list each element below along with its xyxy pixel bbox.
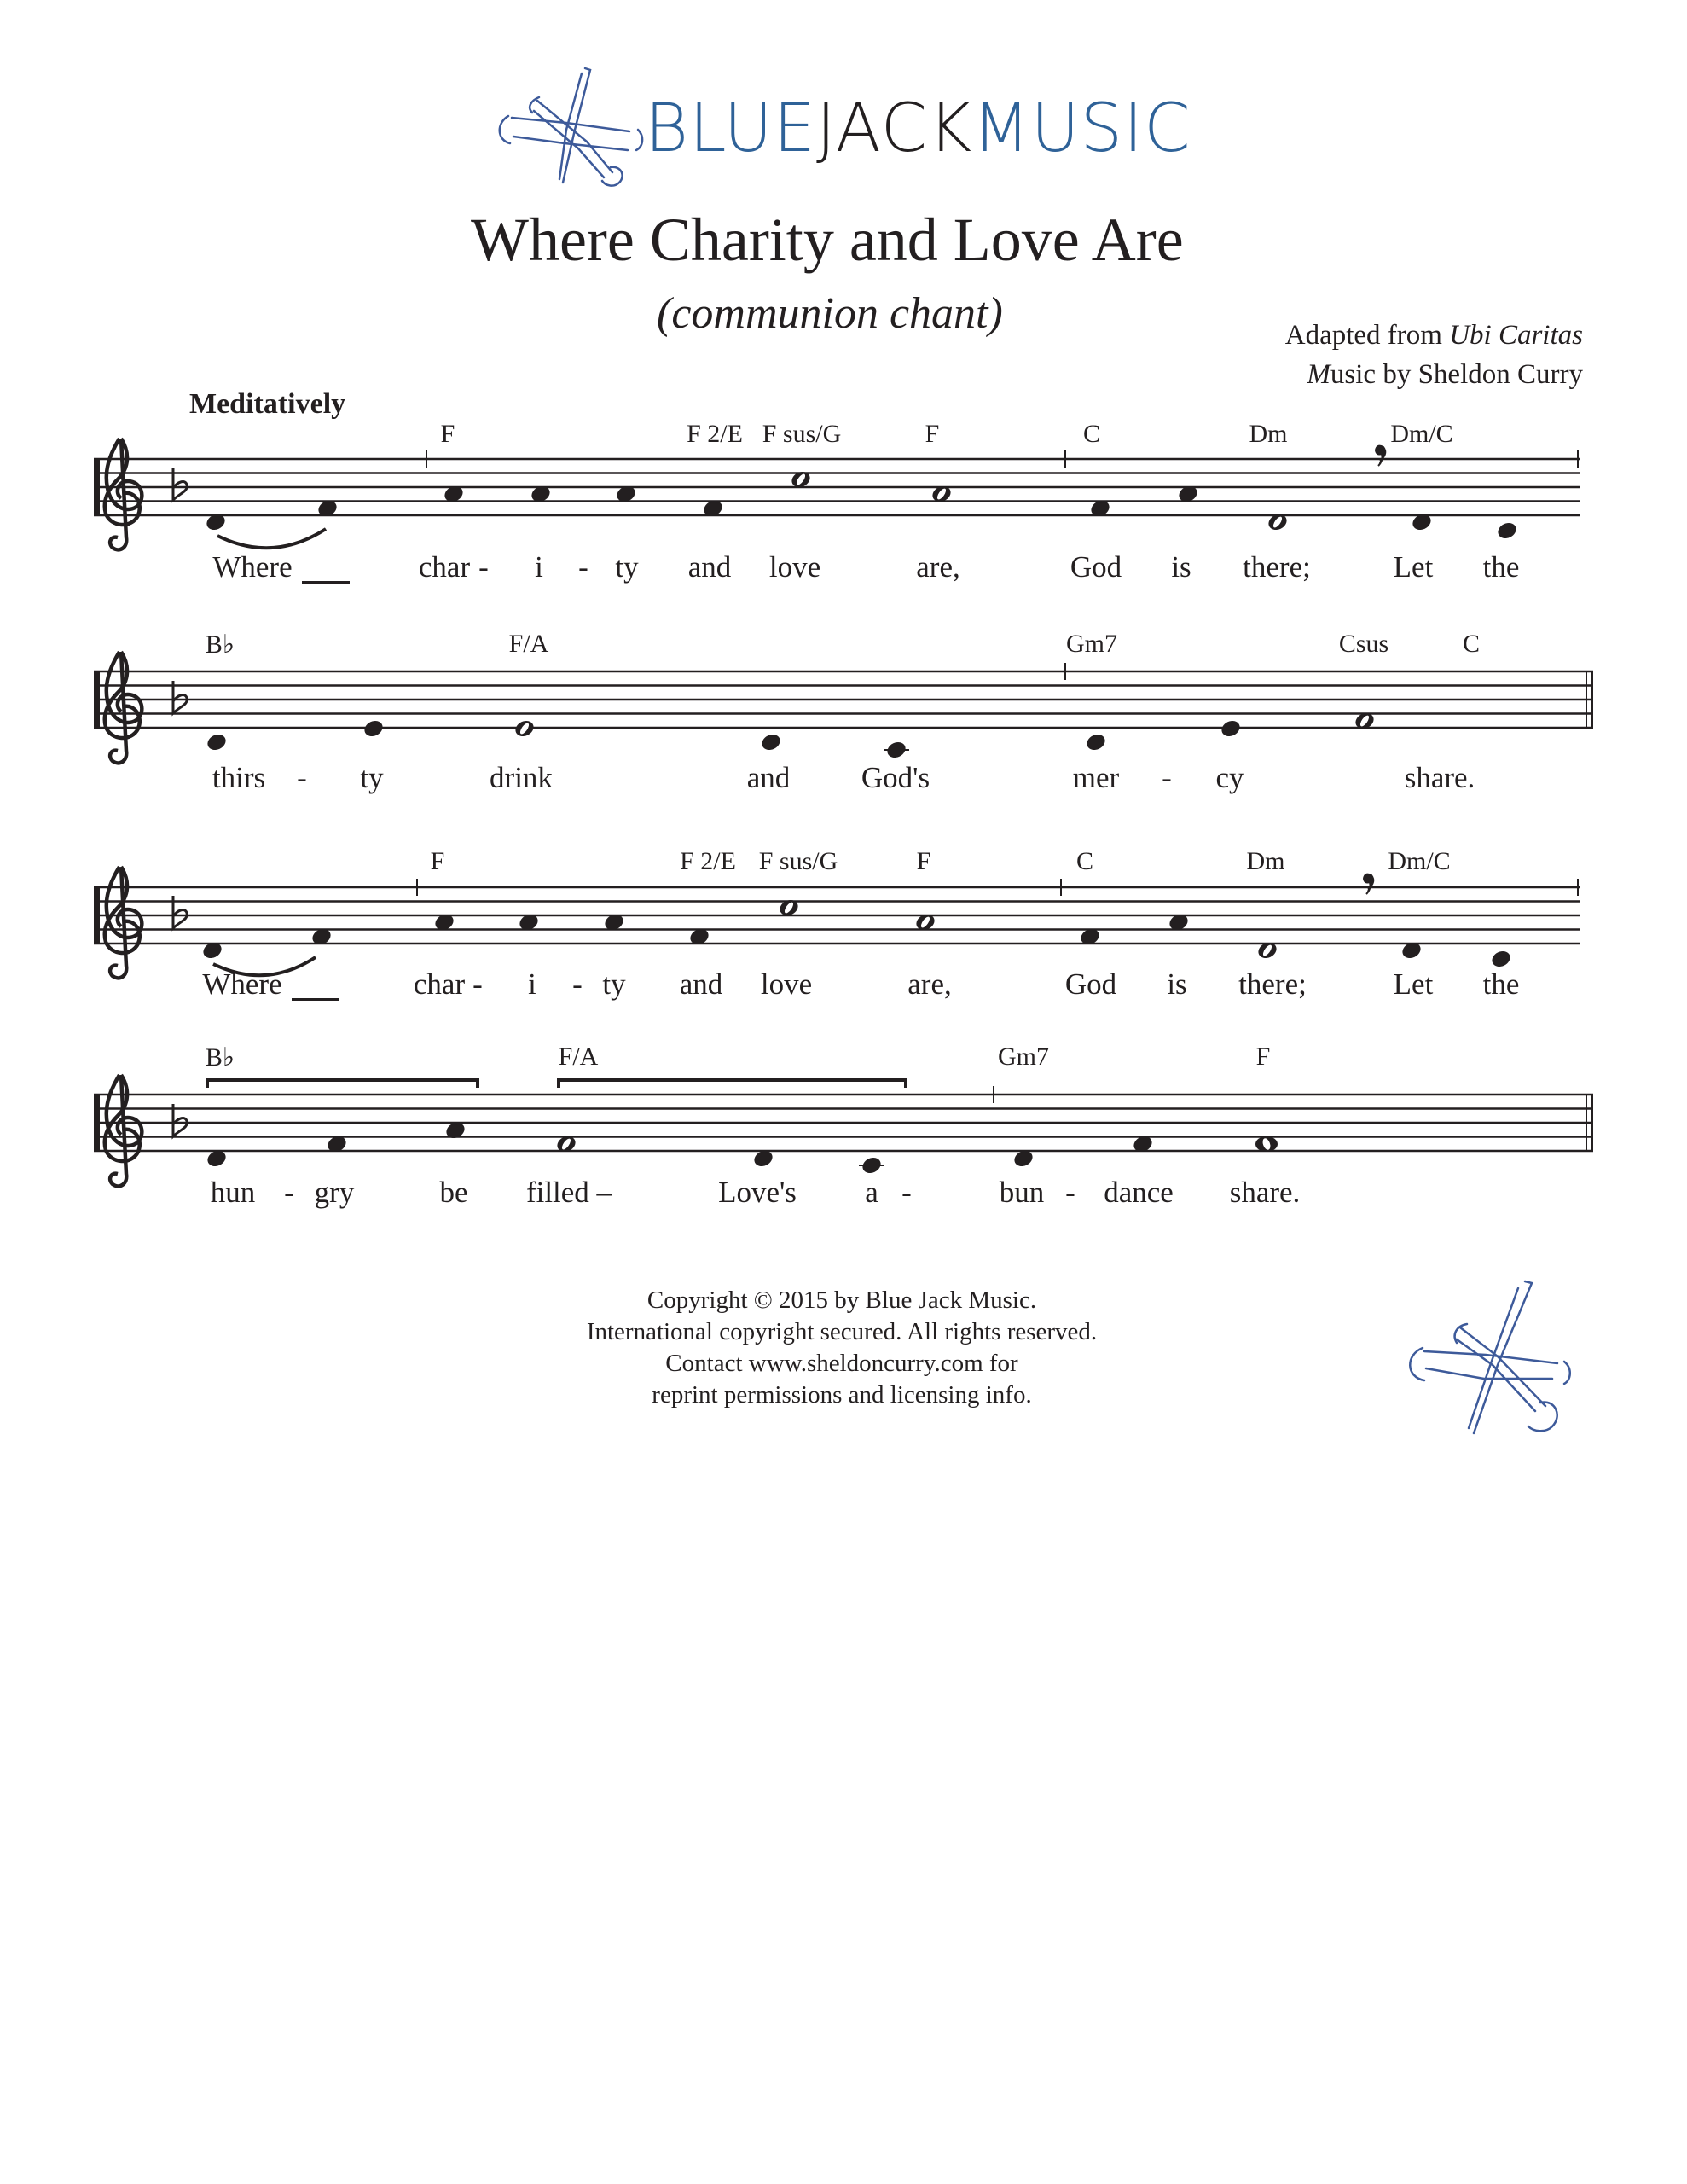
- chord-label: F: [430, 847, 445, 875]
- lyric-syllable: share.: [1229, 1176, 1301, 1209]
- lyric-syllable: Let: [1393, 967, 1434, 1001]
- chord-label: B♭: [205, 630, 235, 659]
- song-subtitle: (communion chant): [657, 289, 1003, 338]
- song-title: Where Charity and Love Are: [471, 206, 1184, 274]
- copyright-line: Contact www.sheldoncurry.com for: [665, 1350, 1018, 1377]
- copyright-line: reprint permissions and licensing info.: [652, 1381, 1032, 1409]
- lyric-syllable: and: [687, 550, 732, 584]
- lyric-syllable: God: [1064, 967, 1117, 1001]
- lyric-syllable: filled –: [525, 1176, 612, 1209]
- lyric-syllable: char: [413, 967, 466, 1001]
- copyright-line: International copyright secured. All rights reserved.: [586, 1318, 1098, 1345]
- lyric-syllable: Love's: [718, 1176, 797, 1209]
- lyric-syllable: share.: [1404, 761, 1475, 794]
- lyric-syllable: love: [768, 550, 821, 584]
- copyright-line: Copyright © 2015 by Blue Jack Music.: [646, 1287, 1037, 1314]
- lyric-syllable: are,: [916, 550, 960, 584]
- lyric-syllable: char: [418, 550, 471, 584]
- credit-composer: Music by Sheldon Curry: [1307, 359, 1583, 390]
- chord-label: Dm: [1246, 847, 1285, 875]
- lyric-syllable: ty: [602, 967, 626, 1001]
- notes-system-2: [205, 711, 1376, 761]
- breath-mark-icon: [1364, 874, 1373, 894]
- chord-label: C: [1462, 630, 1481, 658]
- chord-label: Gm7: [998, 1043, 1049, 1071]
- lyric-hyphen: -: [284, 1176, 294, 1209]
- extender-line: [302, 581, 350, 584]
- chord-label: Dm/C: [1388, 847, 1451, 875]
- lyric-syllable: God: [1070, 550, 1122, 584]
- lyric-hyphen: -: [572, 967, 583, 1001]
- lyric-syllable: ty: [615, 550, 639, 584]
- lyric-syllable: the: [1482, 967, 1520, 1001]
- staff-system-4: [94, 1086, 1593, 1152]
- source-title: Ubi Caritas: [1449, 320, 1583, 351]
- chord-label: Gm7: [1066, 630, 1117, 658]
- tempo-marking: Meditatively: [189, 388, 346, 420]
- lyric-hyphen: -: [578, 550, 588, 584]
- chord-label: C: [1075, 847, 1094, 875]
- notes-system-3: [200, 874, 1512, 976]
- lyric-syllable: the: [1482, 550, 1520, 584]
- chord-label: B♭: [205, 1043, 235, 1072]
- lyric-syllable: and: [679, 967, 723, 1001]
- chord-label: F: [440, 420, 455, 448]
- lyric-syllable: Let: [1393, 550, 1434, 584]
- chord-label: F/A: [558, 1043, 599, 1071]
- lyric-hyphen: -: [1065, 1176, 1075, 1209]
- lyric-hyphen: -: [478, 550, 489, 584]
- chord-label: F: [925, 420, 940, 448]
- lyric-syllable: thirs: [212, 761, 266, 794]
- copyright-notice: [548, 1285, 1136, 1411]
- lyric-hyphen: -: [901, 1176, 912, 1209]
- chord-label: F 2/E: [680, 847, 736, 875]
- lyric-syllable: hun: [210, 1176, 256, 1209]
- treble-clef-icon: [105, 652, 142, 763]
- brand-part-music: MUSIC: [972, 90, 1191, 167]
- lyric-syllable: love: [760, 967, 813, 1001]
- lyric-syllable: and: [746, 761, 791, 794]
- chord-label: F sus/G: [758, 847, 838, 875]
- breath-mark-icon: [1376, 446, 1385, 466]
- lyric-syllable: is: [1167, 967, 1187, 1001]
- lyric-syllable: ty: [360, 761, 384, 794]
- chord-label: F: [1255, 1043, 1271, 1071]
- lyric-syllable: a: [865, 1176, 878, 1209]
- credit-adapted-from: Adapted from Ubi Caritas: [1284, 320, 1583, 351]
- lyric-syllable: be: [439, 1176, 468, 1209]
- bluejack-logo-icon-footer: [1390, 1269, 1578, 1440]
- phrase-bracket: [207, 1080, 478, 1088]
- lyric-syllable: Where: [212, 550, 293, 584]
- lyric-syllable: mer: [1072, 761, 1120, 794]
- lyric-syllable: dance: [1104, 1176, 1174, 1209]
- chord-label: Dm/C: [1390, 420, 1453, 448]
- lyric-syllable: gry: [314, 1176, 355, 1209]
- lyric-syllable: cy: [1215, 761, 1244, 794]
- chord-label: F sus/G: [762, 420, 842, 448]
- chord-label: F 2/E: [687, 420, 743, 448]
- lyric-syllable: Where: [202, 967, 282, 1001]
- chord-label: Csus: [1338, 630, 1389, 658]
- chord-label: F/A: [508, 630, 549, 658]
- lyric-syllable: bun: [999, 1176, 1045, 1209]
- treble-clef-icon: [105, 439, 142, 549]
- phrase-bracket: [559, 1080, 906, 1088]
- lyric-hyphen: -: [1162, 761, 1172, 794]
- treble-clef-icon: [105, 867, 142, 978]
- lyric-syllable: there;: [1238, 967, 1307, 1001]
- lyric-syllable: are,: [907, 967, 952, 1001]
- extender-line: [292, 998, 339, 1001]
- lyric-syllable: i: [528, 967, 536, 1001]
- lyric-syllable: God's: [861, 761, 930, 794]
- lyric-syllable: there;: [1243, 550, 1311, 584]
- brand-part-blue: BLUE: [645, 90, 817, 167]
- staff-system-1: [94, 450, 1580, 516]
- lyric-syllable: is: [1171, 550, 1191, 584]
- treble-clef-icon: [105, 1075, 142, 1186]
- lyric-syllable: i: [535, 550, 543, 584]
- brand-part-jack: JACK: [816, 90, 973, 167]
- chord-label: F: [916, 847, 931, 875]
- lyric-hyphen: -: [472, 967, 483, 1001]
- chord-label: Dm: [1249, 420, 1288, 448]
- chord-label: C: [1082, 420, 1101, 448]
- notes-system-1: [204, 446, 1518, 549]
- lyric-syllable: drink: [490, 761, 553, 794]
- lyric-hyphen: -: [297, 761, 307, 794]
